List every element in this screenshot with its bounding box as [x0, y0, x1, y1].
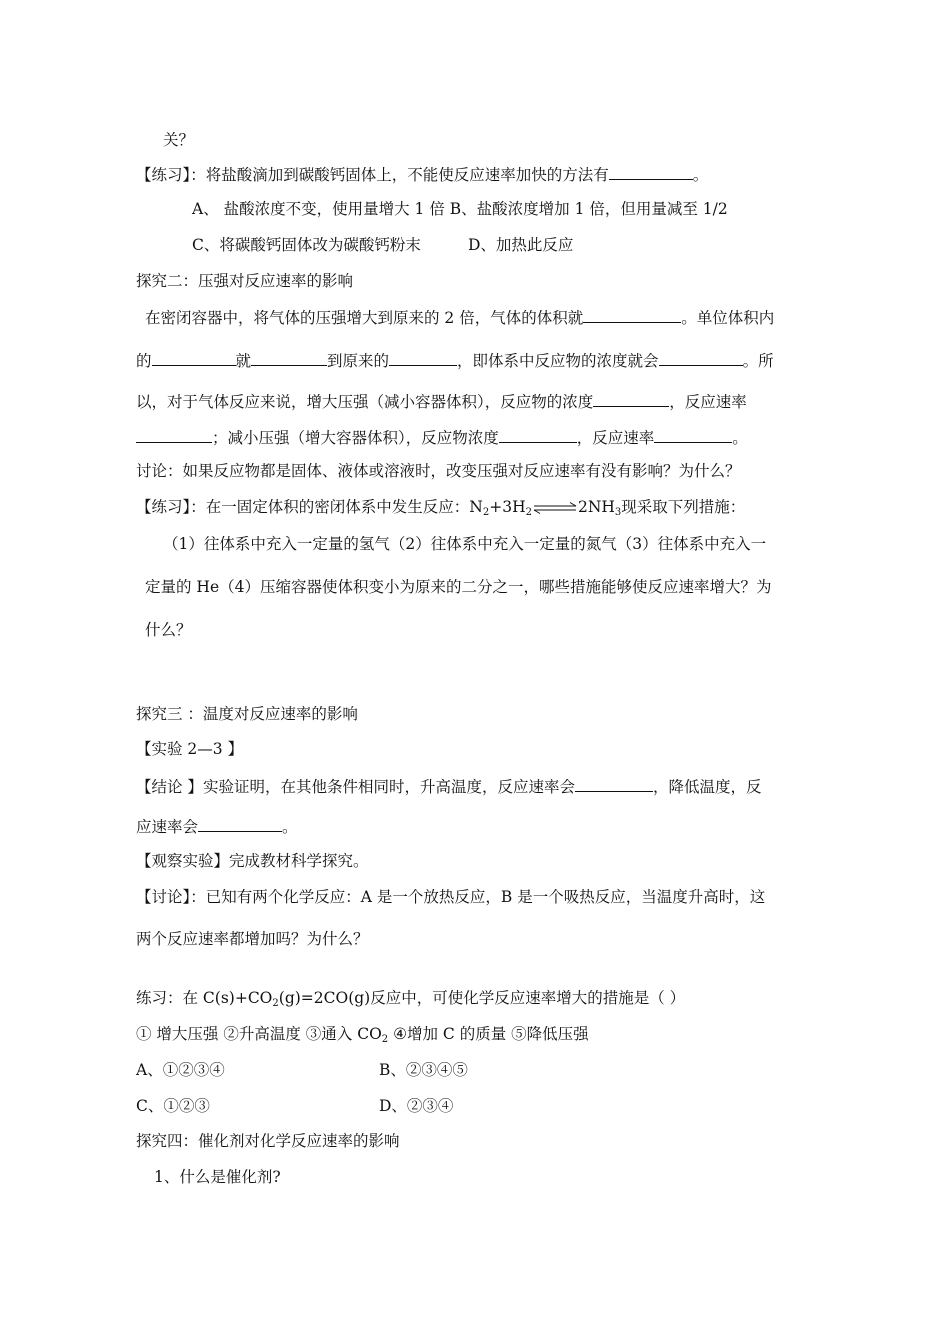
- answer-blank: [654, 426, 732, 443]
- exercise-3-question: 练习：在 $C(s)+CO_2(g)=2CO(g)$反应中，可使化学反应速率增大的措施是（ ）: [136, 989, 686, 1009]
- experiment-label: 【实验 2—3 】: [136, 740, 244, 758]
- exercise-2-line-3: 什么？: [145, 621, 192, 639]
- paragraph-2-line-2: 的 就 到原来的 ，即体系中反应物的浓度就会 。所: [136, 349, 774, 371]
- exercise-3-measures: ① 增大压强 ②升高温度 ③通入 $CO_2$ ④增加 C 的质量 ⑤降低压强: [136, 1025, 589, 1045]
- discussion-tag: 【讨论】: [136, 888, 191, 906]
- answer-blank: [152, 349, 236, 366]
- observation: 【观察实验】完成教材科学探究。: [136, 852, 369, 870]
- answer-blank: [136, 426, 212, 443]
- exercise-1-option-c: C、将碳酸钙固体改为碳酸钙粉末: [192, 236, 421, 254]
- observation-tag: 【观察实验】: [136, 852, 230, 870]
- answer-blank: [575, 775, 653, 792]
- exercise-3-option-a: A、①②③④: [136, 1061, 225, 1079]
- discussion-2: 讨论：如果反应物都是固体、液体或溶液时，改变压强对反应速率有没有影响？为什么？: [136, 462, 741, 480]
- section-title-4: 探究四：催化剂对化学反应速率的影响: [136, 1132, 400, 1150]
- exercise-3-option-b: B、②③④⑤: [379, 1061, 468, 1079]
- section-title-2: 探究二：压强对反应速率的影响: [136, 272, 354, 290]
- discussion-3-line-2: 两个反应速率都增加吗？为什么？: [136, 930, 369, 948]
- reversible-arrow-icon: [532, 502, 578, 514]
- exercise-3-option-d: D、②③④: [379, 1097, 454, 1115]
- exercise-2-line-1: （1）往体系中充入一定量的氢气（2）往体系中充入一定量的氮气（3）往体系中充入一: [163, 535, 767, 553]
- paragraph-2-line-4: ；减小压强（增大容器体积），反应物浓度 ，反应速率 。: [136, 426, 748, 448]
- conclusion-tag: 【结论 】: [136, 778, 203, 796]
- exercise-1-question: 【练习】：将盐酸滴加到碳酸钙固体上，不能使反应速率加快的方法有 。: [136, 163, 708, 185]
- exercise-3-option-c: C、①②③: [136, 1097, 210, 1115]
- exercise-tag: 【练习】: [136, 166, 191, 184]
- answer-blank: [499, 426, 577, 443]
- exercise-1-option-d: D、加热此反应: [468, 236, 574, 254]
- paragraph-2-line-3: 以，对于气体反应来说，增大压强（减小容器体积），反应物的浓度 ，反应速率: [136, 390, 747, 412]
- answer-blank: [659, 349, 743, 366]
- answer-blank: [583, 306, 681, 323]
- exercise-tag: 【练习】: [136, 498, 191, 516]
- text: 关？: [163, 131, 195, 149]
- answer-blank: [389, 349, 457, 366]
- conclusion-line-1: 【结论 】实验证明，在其他条件相同时，升高温度，反应速率会 ，降低温度，反: [136, 775, 761, 797]
- discussion-3-line-1: 【讨论】：已知有两个化学反应：A 是一个放热反应，B 是一个吸热反应，当温度升高时，这: [136, 888, 766, 906]
- question-4-1: 1、什么是催化剂?: [154, 1168, 281, 1186]
- answer-blank: [593, 390, 669, 407]
- answer-blank: [198, 815, 282, 832]
- conclusion-line-2: 应速率会 。: [136, 815, 298, 837]
- exercise-2-question: 【练习】：在一固定体积的密闭体系中发生反应：$N_2+3H_2$ $2NH_3$现采取下列措施：: [136, 498, 746, 518]
- answer-blank: [251, 349, 327, 366]
- paragraph-2-line-1: 在密闭容器中，将气体的压强增大到原来的 2 倍，气体的体积就 。单位体积内: [145, 306, 774, 328]
- text-line: [163, 130, 194, 150]
- exercise-2-line-2: 定量的 He（4）压缩容器使体积变小为原来的二分之一，哪些措施能够使反应速率增大？为: [145, 578, 772, 596]
- section-title-3: 探究三 ：温度对反应速率的影响: [136, 705, 358, 723]
- exercise-1-options-ab: A、 盐酸浓度不变，使用量增大 1 倍 B、盐酸浓度增加 1 倍，但用量减至 1/2: [192, 200, 728, 218]
- answer-blank: [609, 163, 693, 180]
